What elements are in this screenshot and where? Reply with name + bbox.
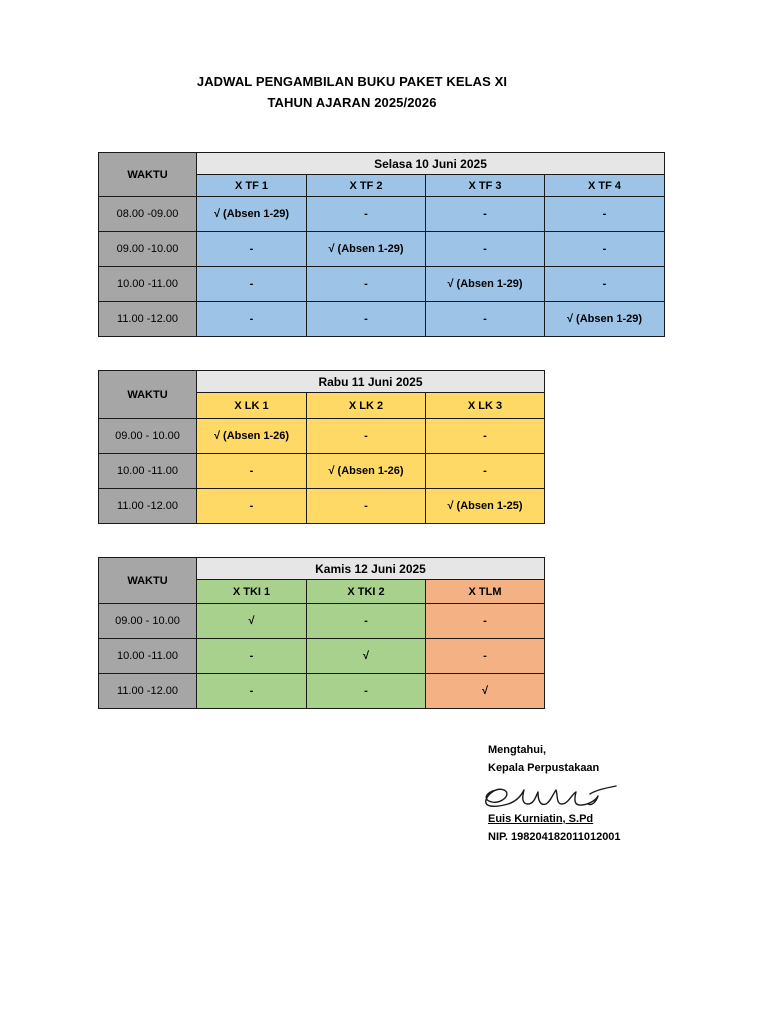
- acknowledgement-label: Mengtahui,: [488, 744, 547, 756]
- waktu-header: WAKTU: [99, 153, 197, 197]
- schedule-cell: -: [426, 419, 545, 454]
- schedule-cell: -: [545, 232, 665, 267]
- table-row: [99, 267, 665, 302]
- schedule-cell: √: [197, 604, 307, 639]
- time-cell: 10.00 -11.00: [99, 267, 197, 302]
- table-row: [99, 674, 545, 709]
- class-header: X TF 4: [545, 175, 665, 197]
- table-row: [99, 639, 545, 674]
- signatory-name: Euis Kurniatin, S.Pd: [488, 813, 594, 825]
- table-row: [99, 232, 665, 267]
- table-row: [99, 489, 545, 524]
- time-cell: 10.00 -11.00: [99, 454, 197, 489]
- handwritten-signature-icon: [478, 780, 623, 816]
- document-title: JADWAL PENGAMBILAN BUKU PAKET KELAS XI: [196, 74, 508, 89]
- schedule-cell: -: [197, 232, 307, 267]
- schedule-cell: √ (Absen 1-26): [197, 419, 307, 454]
- schedule-cell: -: [307, 489, 426, 524]
- schedule-cell: -: [197, 267, 307, 302]
- class-header: X TLM: [426, 580, 545, 604]
- class-header: X TF 2: [307, 175, 426, 197]
- schedule-cell: -: [307, 302, 426, 337]
- position-label: Kepala Perpustakaan: [488, 762, 600, 774]
- schedule-cell: √ (Absen 1-26): [307, 454, 426, 489]
- schedule-cell: -: [307, 267, 426, 302]
- schedule-cell: -: [426, 604, 545, 639]
- waktu-header: WAKTU: [99, 558, 197, 604]
- schedule-cell: -: [197, 302, 307, 337]
- schedule-cell: -: [426, 639, 545, 674]
- class-header: X LK 1: [197, 393, 307, 419]
- schedule-cell: -: [197, 639, 307, 674]
- class-header: X LK 2: [307, 393, 426, 419]
- time-cell: 11.00 -12.00: [99, 489, 197, 524]
- schedule-cell: √ (Absen 1-29): [545, 302, 665, 337]
- schedule-cell: -: [307, 604, 426, 639]
- schedule-cell: -: [197, 454, 307, 489]
- table-row: [99, 454, 545, 489]
- schedule-cell: -: [426, 454, 545, 489]
- schedule-cell: -: [426, 302, 545, 337]
- schedule-cell: -: [426, 232, 545, 267]
- date-header: Kamis 12 Juni 2025: [197, 558, 545, 580]
- table-row: [99, 197, 665, 232]
- time-cell: 08.00 -09.00: [99, 197, 197, 232]
- schedule-cell: -: [545, 197, 665, 232]
- time-cell: 10.00 -11.00: [99, 639, 197, 674]
- schedule-cell: √ (Absen 1-29): [426, 267, 545, 302]
- schedule-cell: √: [307, 639, 426, 674]
- schedule-table-rabu: [98, 370, 545, 524]
- schedule-cell: -: [426, 197, 545, 232]
- schedule-cell: -: [197, 489, 307, 524]
- schedule-cell: -: [545, 267, 665, 302]
- table-row: [99, 604, 545, 639]
- table-row: [99, 302, 665, 337]
- schedule-cell: √ (Absen 1-29): [307, 232, 426, 267]
- schedule-cell: √: [426, 674, 545, 709]
- time-cell: 09.00 - 10.00: [99, 604, 197, 639]
- signatory-nip: NIP. 198204182011012001: [488, 831, 621, 843]
- schedule-table-selasa: [98, 152, 665, 337]
- class-header: X LK 3: [426, 393, 545, 419]
- waktu-header: WAKTU: [99, 371, 197, 419]
- time-cell: 11.00 -12.00: [99, 302, 197, 337]
- schedule-cell: √ (Absen 1-25): [426, 489, 545, 524]
- document-subtitle: TAHUN AJARAN 2025/2026: [267, 95, 437, 110]
- schedule-cell: -: [307, 197, 426, 232]
- schedule-cell: -: [307, 419, 426, 454]
- schedule-cell: -: [307, 674, 426, 709]
- time-cell: 09.00 - 10.00: [99, 419, 197, 454]
- class-header: X TF 3: [426, 175, 545, 197]
- time-cell: 09.00 -10.00: [99, 232, 197, 267]
- class-header: X TKI 1: [197, 580, 307, 604]
- class-header: X TF 1: [197, 175, 307, 197]
- time-cell: 11.00 -12.00: [99, 674, 197, 709]
- schedule-table-kamis: [98, 557, 545, 709]
- schedule-cell: √ (Absen 1-29): [197, 197, 307, 232]
- date-header: Rabu 11 Juni 2025: [197, 371, 545, 393]
- schedule-cell: -: [197, 674, 307, 709]
- class-header: X TKI 2: [307, 580, 426, 604]
- date-header: Selasa 10 Juni 2025: [197, 153, 665, 175]
- table-row: [99, 419, 545, 454]
